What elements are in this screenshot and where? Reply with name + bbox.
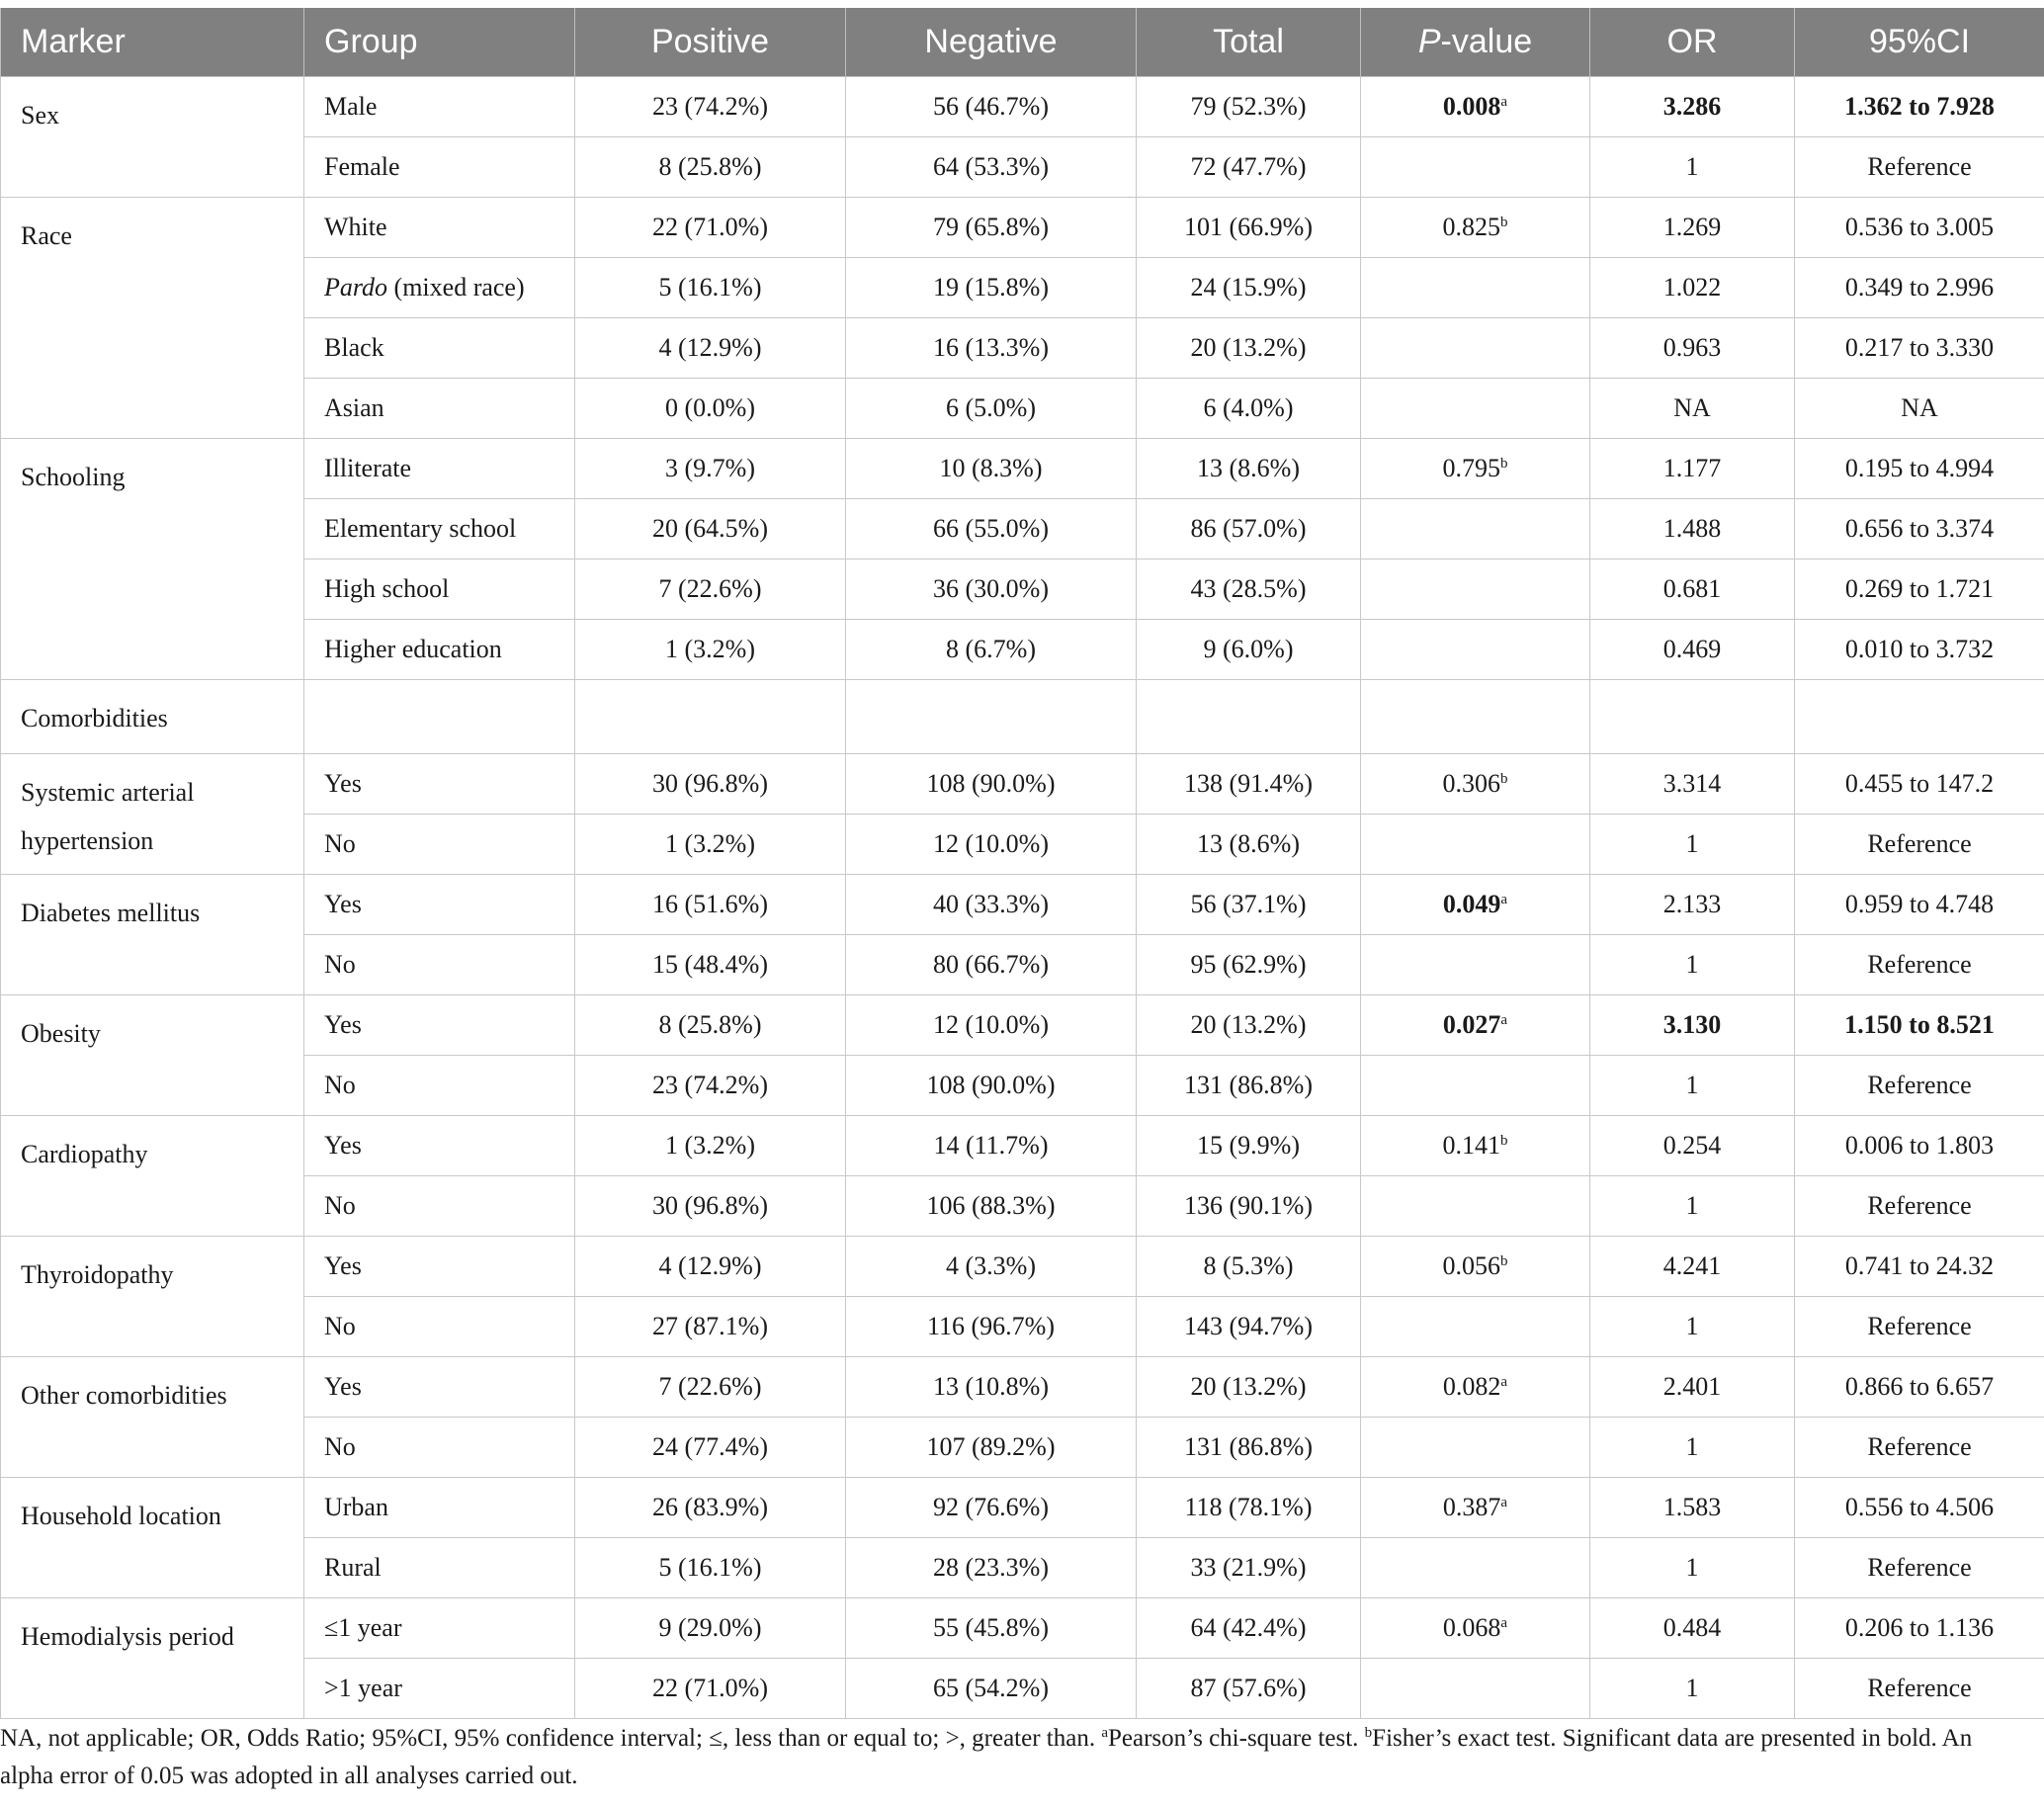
cell-pvalue — [1361, 815, 1590, 875]
cell-negative: 10 (8.3%) — [846, 439, 1137, 499]
cell-total: 131 (86.8%) — [1137, 1418, 1361, 1478]
cell-or: 1 — [1590, 1418, 1795, 1478]
header-positive: Positive — [575, 8, 846, 77]
table-row — [1, 1237, 2044, 1297]
cell-total: 56 (37.1%) — [1137, 875, 1361, 935]
pvalue-number: 0.027 — [1442, 1010, 1501, 1039]
pvalue-test-marker: b — [1500, 456, 1508, 472]
cell-marker: Thyroidopathy — [1, 1237, 304, 1357]
table-row — [1, 258, 2044, 318]
cell-group: Yes — [304, 1237, 575, 1297]
cell-pvalue — [1361, 935, 1590, 995]
cell-marker: Sex — [1, 77, 304, 198]
cell-or: 1.022 — [1590, 258, 1795, 318]
cell-pvalue — [1361, 499, 1590, 559]
cell-ci: Reference — [1795, 1176, 2044, 1237]
cell-positive: 30 (96.8%) — [575, 754, 846, 815]
cell-negative: 40 (33.3%) — [846, 875, 1137, 935]
cell-pvalue — [1361, 1598, 1590, 1659]
cell-ci: Reference — [1795, 137, 2044, 198]
cell-ci: 0.195 to 4.994 — [1795, 439, 2044, 499]
cell-pvalue — [1361, 995, 1590, 1056]
cell-negative: 79 (65.8%) — [846, 198, 1137, 258]
table-row — [1, 379, 2044, 439]
cell-marker: Obesity — [1, 995, 304, 1116]
table-row — [1, 754, 2044, 815]
cell-positive: 20 (64.5%) — [575, 499, 846, 559]
header-or: OR — [1590, 8, 1795, 77]
cell-marker: Systemic arterial hypertension — [1, 754, 304, 875]
cell-ci: 0.536 to 3.005 — [1795, 198, 2044, 258]
cell-positive: 4 (12.9%) — [575, 1237, 846, 1297]
header-negative: Negative — [846, 8, 1137, 77]
cell-total: 95 (62.9%) — [1137, 935, 1361, 995]
cell-marker: Household location — [1, 1478, 304, 1598]
cell-positive: 0 (0.0%) — [575, 379, 846, 439]
cell-positive — [575, 680, 846, 754]
cell-negative: 106 (88.3%) — [846, 1176, 1137, 1237]
cell-pvalue — [1361, 198, 1590, 258]
cell-group: Asian — [304, 379, 575, 439]
cell-or: 1.583 — [1590, 1478, 1795, 1538]
cell-group: No — [304, 935, 575, 995]
cell-total: 101 (66.9%) — [1137, 198, 1361, 258]
cell-pvalue — [1361, 77, 1590, 137]
table-row — [1, 995, 2044, 1056]
cell-total: 13 (8.6%) — [1137, 815, 1361, 875]
cell-total: 136 (90.1%) — [1137, 1176, 1361, 1237]
cell-group: Female — [304, 137, 575, 198]
cell-positive: 22 (71.0%) — [575, 1659, 846, 1719]
cell-negative: 80 (66.7%) — [846, 935, 1137, 995]
cell-ci: Reference — [1795, 1538, 2044, 1598]
cell-marker: Other comorbidities — [1, 1357, 304, 1478]
cell-total: 72 (47.7%) — [1137, 137, 1361, 198]
footnote-main: NA, not applicable; OR, Odds Ratio; 95%CI, 95% confidence interval; ≤, less than or equal to; >, greater than. — [0, 1725, 1102, 1752]
cell-positive: 27 (87.1%) — [575, 1297, 846, 1357]
cell-or: 2.133 — [1590, 875, 1795, 935]
cell-ci: 0.349 to 2.996 — [1795, 258, 2044, 318]
cell-positive: 23 (74.2%) — [575, 1056, 846, 1116]
cell-group: No — [304, 1297, 575, 1357]
cell-group: High school — [304, 559, 575, 620]
cell-positive: 8 (25.8%) — [575, 995, 846, 1056]
cell-negative: 8 (6.7%) — [846, 620, 1137, 680]
header-pvalue-suffix: -value — [1440, 23, 1533, 60]
cell-total: 20 (13.2%) — [1137, 995, 1361, 1056]
cell-or — [1590, 680, 1795, 754]
cell-positive: 8 (25.8%) — [575, 137, 846, 198]
cell-or: 1 — [1590, 1659, 1795, 1719]
cell-group: Yes — [304, 1357, 575, 1418]
cell-negative: 108 (90.0%) — [846, 1056, 1137, 1116]
cell-total — [1137, 680, 1361, 754]
pvalue-number: 0.306 — [1442, 769, 1500, 798]
cell-group — [304, 680, 575, 754]
cell-pvalue — [1361, 379, 1590, 439]
table-row — [1, 318, 2044, 379]
cell-group: >1 year — [304, 1659, 575, 1719]
cell-group-rest: (mixed race) — [387, 273, 525, 301]
cell-ci: 0.656 to 3.374 — [1795, 499, 2044, 559]
cell-total: 87 (57.6%) — [1137, 1659, 1361, 1719]
cell-negative: 116 (96.7%) — [846, 1297, 1137, 1357]
cell-group: White — [304, 198, 575, 258]
table-row — [1, 1297, 2044, 1357]
cell-negative: 107 (89.2%) — [846, 1418, 1137, 1478]
cell-negative — [846, 680, 1137, 754]
table-body — [1, 77, 2044, 1719]
cell-negative: 108 (90.0%) — [846, 754, 1137, 815]
cell-pvalue — [1361, 1418, 1590, 1478]
cell-positive: 5 (16.1%) — [575, 1538, 846, 1598]
cell-or: 1.177 — [1590, 439, 1795, 499]
cell-negative: 12 (10.0%) — [846, 815, 1137, 875]
pvalue-number: 0.056 — [1442, 1251, 1500, 1280]
cell-positive: 24 (77.4%) — [575, 1418, 846, 1478]
cell-pvalue — [1361, 1116, 1590, 1176]
cell-total: 118 (78.1%) — [1137, 1478, 1361, 1538]
cell-negative: 4 (3.3%) — [846, 1237, 1137, 1297]
cell-group: ≤1 year — [304, 1598, 575, 1659]
cell-total: 20 (13.2%) — [1137, 318, 1361, 379]
pvalue-test-marker: a — [1500, 1615, 1508, 1631]
table-row — [1, 137, 2044, 198]
cell-marker: Schooling — [1, 439, 304, 680]
cell-ci: Reference — [1795, 1056, 2044, 1116]
cell-or: 1 — [1590, 1056, 1795, 1116]
table-row — [1, 620, 2044, 680]
cell-positive: 22 (71.0%) — [575, 198, 846, 258]
cell-pvalue — [1361, 1056, 1590, 1116]
cell-ci — [1795, 680, 2044, 754]
cell-or: 3.130 — [1590, 995, 1795, 1056]
cell-ci: 1.150 to 8.521 — [1795, 995, 2044, 1056]
cell-or: 3.314 — [1590, 754, 1795, 815]
cell-group: Yes — [304, 875, 575, 935]
cell-positive: 9 (29.0%) — [575, 1598, 846, 1659]
cell-group: Elementary school — [304, 499, 575, 559]
cell-group: No — [304, 1418, 575, 1478]
cell-positive: 23 (74.2%) — [575, 77, 846, 137]
cell-marker: Comorbidities — [1, 680, 304, 754]
table-row — [1, 1478, 2044, 1538]
table-row — [1, 935, 2044, 995]
cell-total: 33 (21.9%) — [1137, 1538, 1361, 1598]
cell-or: 1 — [1590, 1176, 1795, 1237]
cell-or: 0.469 — [1590, 620, 1795, 680]
cell-positive: 4 (12.9%) — [575, 318, 846, 379]
cell-pvalue — [1361, 875, 1590, 935]
cell-pvalue — [1361, 1297, 1590, 1357]
cell-total: 86 (57.0%) — [1137, 499, 1361, 559]
pvalue-number: 0.008 — [1442, 92, 1501, 121]
cell-total: 20 (13.2%) — [1137, 1357, 1361, 1418]
cell-negative: 56 (46.7%) — [846, 77, 1137, 137]
cell-or: 3.286 — [1590, 77, 1795, 137]
cell-pvalue — [1361, 1176, 1590, 1237]
cell-group: Yes — [304, 995, 575, 1056]
table-row — [1, 1357, 2044, 1418]
cell-or: 1.269 — [1590, 198, 1795, 258]
cell-pvalue — [1361, 1237, 1590, 1297]
pvalue-test-marker: a — [1500, 1374, 1508, 1390]
cell-total: 24 (15.9%) — [1137, 258, 1361, 318]
cell-or: 1 — [1590, 1538, 1795, 1598]
cell-group: Urban — [304, 1478, 575, 1538]
cell-pvalue — [1361, 680, 1590, 754]
cell-negative: 13 (10.8%) — [846, 1357, 1137, 1418]
cell-positive: 30 (96.8%) — [575, 1176, 846, 1237]
cell-pvalue — [1361, 318, 1590, 379]
cell-ci: 0.556 to 4.506 — [1795, 1478, 2044, 1538]
footnote-sup-a: a — [1101, 1725, 1109, 1741]
pvalue-number: 0.387 — [1442, 1493, 1501, 1521]
pvalue-test-marker: b — [1500, 215, 1508, 230]
cell-group — [304, 258, 575, 318]
cell-positive: 5 (16.1%) — [575, 258, 846, 318]
cell-or: 1 — [1590, 1297, 1795, 1357]
cell-group: No — [304, 1176, 575, 1237]
cell-negative: 16 (13.3%) — [846, 318, 1137, 379]
cell-total: 15 (9.9%) — [1137, 1116, 1361, 1176]
cell-pvalue — [1361, 137, 1590, 198]
cell-or: 0.681 — [1590, 559, 1795, 620]
table-row — [1, 1056, 2044, 1116]
cell-or: 1 — [1590, 935, 1795, 995]
header-total: Total — [1137, 8, 1361, 77]
table-row — [1, 1538, 2044, 1598]
pvalue-number: 0.049 — [1442, 890, 1501, 918]
pvalue-number: 0.068 — [1442, 1613, 1501, 1642]
cell-ci: Reference — [1795, 1418, 2044, 1478]
cell-ci: 0.006 to 1.803 — [1795, 1116, 2044, 1176]
cell-negative: 66 (55.0%) — [846, 499, 1137, 559]
pvalue-test-marker: a — [1500, 1012, 1508, 1028]
cell-positive: 7 (22.6%) — [575, 1357, 846, 1418]
cell-or: 4.241 — [1590, 1237, 1795, 1297]
footnote-text-b: Fisher’s exact test. Significant data are presented in bold. An alpha error of 0.05 was adopted in all analyses carried out. — [0, 1725, 1973, 1789]
cell-group: Yes — [304, 1116, 575, 1176]
cell-total: 131 (86.8%) — [1137, 1056, 1361, 1116]
cell-positive: 1 (3.2%) — [575, 1116, 846, 1176]
cell-or: 0.484 — [1590, 1598, 1795, 1659]
cell-ci: Reference — [1795, 1297, 2044, 1357]
cell-ci: Reference — [1795, 815, 2044, 875]
cell-or: 2.401 — [1590, 1357, 1795, 1418]
footnote-sup-b: b — [1364, 1725, 1373, 1741]
cell-positive: 16 (51.6%) — [575, 875, 846, 935]
cell-or: 0.963 — [1590, 318, 1795, 379]
footnote-text-a: Pearson’s chi-square test. — [1108, 1725, 1365, 1752]
table-row — [1, 1598, 2044, 1659]
cell-pvalue — [1361, 439, 1590, 499]
cell-positive: 1 (3.2%) — [575, 815, 846, 875]
cell-total: 9 (6.0%) — [1137, 620, 1361, 680]
results-table — [0, 8, 2044, 1719]
cell-pvalue — [1361, 258, 1590, 318]
table-row — [1, 815, 2044, 875]
cell-pvalue — [1361, 559, 1590, 620]
cell-pvalue — [1361, 1659, 1590, 1719]
pvalue-test-marker: b — [1500, 771, 1508, 787]
cell-total: 43 (28.5%) — [1137, 559, 1361, 620]
cell-marker: Diabetes mellitus — [1, 875, 304, 995]
cell-pvalue — [1361, 620, 1590, 680]
cell-total: 6 (4.0%) — [1137, 379, 1361, 439]
header-pvalue — [1361, 8, 1590, 77]
cell-group-italic: Pardo — [324, 273, 388, 301]
cell-or: 0.254 — [1590, 1116, 1795, 1176]
cell-negative: 28 (23.3%) — [846, 1538, 1137, 1598]
cell-ci: 0.269 to 1.721 — [1795, 559, 2044, 620]
header-group: Group — [304, 8, 575, 77]
cell-negative: 14 (11.7%) — [846, 1116, 1137, 1176]
cell-positive: 3 (9.7%) — [575, 439, 846, 499]
cell-or: 1.488 — [1590, 499, 1795, 559]
cell-negative: 12 (10.0%) — [846, 995, 1137, 1056]
cell-total: 79 (52.3%) — [1137, 77, 1361, 137]
cell-positive: 7 (22.6%) — [575, 559, 846, 620]
cell-negative: 55 (45.8%) — [846, 1598, 1137, 1659]
cell-pvalue — [1361, 1538, 1590, 1598]
pvalue-number: 0.825 — [1442, 213, 1500, 241]
cell-negative: 65 (54.2%) — [846, 1659, 1137, 1719]
cell-ci: 0.206 to 1.136 — [1795, 1598, 2044, 1659]
cell-total: 143 (94.7%) — [1137, 1297, 1361, 1357]
cell-group: Male — [304, 77, 575, 137]
cell-ci: 1.362 to 7.928 — [1795, 77, 2044, 137]
table-row — [1, 680, 2044, 754]
cell-ci: NA — [1795, 379, 2044, 439]
cell-group: Yes — [304, 754, 575, 815]
cell-ci: 0.455 to 147.2 — [1795, 754, 2044, 815]
pvalue-number: 0.082 — [1442, 1372, 1501, 1401]
pvalue-number: 0.795 — [1442, 454, 1500, 482]
table-row — [1, 198, 2044, 258]
cell-negative: 92 (76.6%) — [846, 1478, 1137, 1538]
cell-or: 1 — [1590, 815, 1795, 875]
pvalue-test-marker: b — [1500, 1253, 1508, 1269]
pvalue-test-marker: b — [1500, 1133, 1508, 1149]
cell-or: NA — [1590, 379, 1795, 439]
table-row — [1, 499, 2044, 559]
pvalue-test-marker: a — [1500, 94, 1508, 110]
table-row — [1, 439, 2044, 499]
table-row — [1, 1176, 2044, 1237]
cell-ci: 0.010 to 3.732 — [1795, 620, 2044, 680]
table-row — [1, 559, 2044, 620]
cell-group: Black — [304, 318, 575, 379]
table-row — [1, 1418, 2044, 1478]
cell-or: 1 — [1590, 137, 1795, 198]
cell-pvalue — [1361, 1478, 1590, 1538]
table-row — [1, 1116, 2044, 1176]
cell-marker: Hemodialysis period — [1, 1598, 304, 1719]
cell-total: 64 (42.4%) — [1137, 1598, 1361, 1659]
cell-total: 138 (91.4%) — [1137, 754, 1361, 815]
cell-negative: 64 (53.3%) — [846, 137, 1137, 198]
cell-pvalue — [1361, 1357, 1590, 1418]
header-marker: Marker — [1, 8, 304, 77]
cell-ci: Reference — [1795, 935, 2044, 995]
cell-negative: 36 (30.0%) — [846, 559, 1137, 620]
cell-group: Rural — [304, 1538, 575, 1598]
pvalue-test-marker: a — [1500, 892, 1508, 907]
header-pvalue-p: P — [1417, 23, 1441, 60]
table-row — [1, 77, 2044, 137]
header-ci: 95%CI — [1795, 8, 2044, 77]
cell-positive: 15 (48.4%) — [575, 935, 846, 995]
cell-group: Higher education — [304, 620, 575, 680]
cell-ci: 0.959 to 4.748 — [1795, 875, 2044, 935]
table-footnote — [0, 1720, 2016, 1795]
cell-ci: 0.866 to 6.657 — [1795, 1357, 2044, 1418]
cell-group: No — [304, 1056, 575, 1116]
pvalue-number: 0.141 — [1442, 1131, 1500, 1160]
cell-pvalue — [1361, 754, 1590, 815]
cell-positive: 1 (3.2%) — [575, 620, 846, 680]
cell-total: 8 (5.3%) — [1137, 1237, 1361, 1297]
cell-group: Illiterate — [304, 439, 575, 499]
cell-group: No — [304, 815, 575, 875]
cell-ci: 0.741 to 24.32 — [1795, 1237, 2044, 1297]
header-row — [1, 8, 2044, 77]
cell-marker: Cardiopathy — [1, 1116, 304, 1237]
pvalue-test-marker: a — [1500, 1495, 1508, 1510]
table-row — [1, 875, 2044, 935]
cell-total: 13 (8.6%) — [1137, 439, 1361, 499]
table-row — [1, 1659, 2044, 1719]
cell-positive: 26 (83.9%) — [575, 1478, 846, 1538]
cell-negative: 6 (5.0%) — [846, 379, 1137, 439]
cell-negative: 19 (15.8%) — [846, 258, 1137, 318]
cell-ci: 0.217 to 3.330 — [1795, 318, 2044, 379]
cell-marker: Race — [1, 198, 304, 439]
cell-ci: Reference — [1795, 1659, 2044, 1719]
